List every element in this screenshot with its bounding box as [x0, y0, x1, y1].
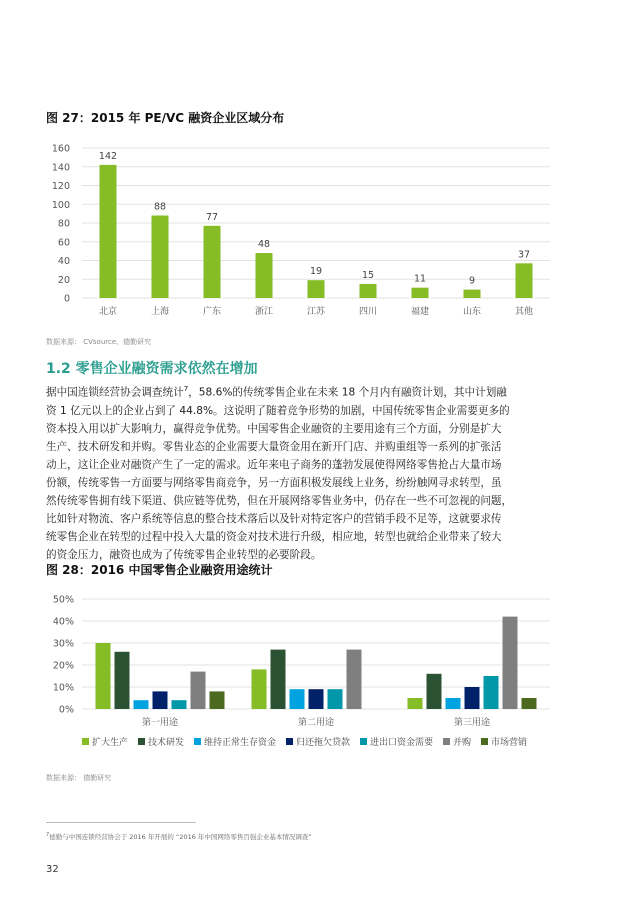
y-tick-label: 120	[51, 181, 70, 192]
bar	[484, 676, 499, 709]
bar	[412, 288, 429, 298]
section-paragraph	[46, 380, 596, 564]
bar	[465, 687, 480, 709]
x-tick-label: 山东	[462, 307, 482, 317]
section-title: 1.2 零售企业融资需求依然在增加	[46, 361, 258, 377]
data-label: 11	[413, 273, 427, 285]
bar	[503, 617, 518, 709]
y-tick-label: 10%	[52, 682, 74, 694]
bar	[328, 689, 343, 709]
x-tick-label: 第一用途	[141, 718, 179, 728]
bar	[408, 698, 423, 709]
legend-label: 技术研发	[148, 738, 185, 748]
x-tick-label: 广东	[202, 307, 222, 317]
bar	[360, 284, 377, 298]
paragraph-line: 份额，传统零售一方面要与网络零售商竞争，另一方面积极发展线上业务，纷纷触网寻求转型，虽	[46, 476, 502, 489]
legend-label: 市场营销	[491, 738, 528, 748]
bar	[522, 698, 537, 709]
bar	[152, 216, 169, 299]
legend-swatch	[138, 738, 145, 745]
y-tick-label: 60	[57, 237, 70, 249]
data-label: 19	[309, 266, 323, 278]
data-label: 48	[257, 239, 271, 250]
x-tick-label: 上海	[150, 307, 170, 317]
bar	[204, 226, 221, 298]
footnote-marker: 7	[46, 832, 50, 838]
bar	[290, 689, 305, 709]
y-tick-label: 100	[51, 199, 70, 211]
paragraph-line: 统零售企业在转型的过程中投入大量的资金对技术进行升级，相应地，转型也就给企业带来了较大	[46, 530, 502, 543]
legend-label: 进出口资金需要	[370, 738, 434, 748]
paragraph-line: 资本投入用以扩大影响力，赢得竞争优势。中国零售企业融资的主要用途有三个方面，分别是扩大	[46, 422, 502, 435]
x-tick-label: 北京	[98, 307, 118, 317]
y-tick-label: 80	[57, 218, 70, 230]
legend-swatch	[360, 738, 367, 745]
paragraph-line	[46, 380, 596, 402]
page-number: 32	[46, 864, 59, 875]
x-tick-label: 江苏	[306, 307, 326, 317]
data-label: 88	[153, 201, 167, 213]
region-distribution-chart	[40, 138, 560, 328]
data-label: 15	[361, 269, 375, 281]
data-label: 77	[205, 211, 219, 223]
legend-label: 扩大生产	[92, 738, 129, 748]
legend-swatch	[82, 738, 89, 745]
bar	[256, 253, 273, 298]
x-tick-label: 其他	[514, 307, 534, 317]
bar	[210, 691, 225, 709]
x-tick-label: 第二用途	[297, 718, 335, 728]
figure-28-source: 数据来源： 德勤研究	[46, 774, 112, 782]
x-tick-label: 福建	[410, 307, 430, 317]
legend	[82, 736, 527, 748]
x-tick-label: 浙江	[254, 307, 274, 317]
paragraph-line-text: ，58.6%的传统零售企业在未来 18 个月内有融资计划，其中计划融	[188, 386, 507, 399]
bar	[516, 263, 533, 298]
paragraph-line: 生产、技术研发和并购。零售业态的企业需要大量资金用在新开门店、并购重组等一系列的扩张活	[46, 440, 502, 453]
y-tick-label: 0	[63, 293, 70, 305]
legend-label: 归还拖欠贷款	[296, 738, 351, 748]
paragraph-line: 资 1 亿元以上的企业占到了 44.8%。这说明了随着竞争形势的加剧，中国传统零售企业需要更多的	[46, 404, 510, 417]
bar	[252, 669, 267, 709]
y-tick-label: 0%	[58, 704, 74, 716]
legend-label: 维持正常生存资金	[204, 738, 277, 748]
bar	[347, 650, 362, 709]
bar	[191, 672, 206, 709]
data-label: 37	[517, 249, 531, 261]
bar	[100, 165, 117, 298]
footnote-reference[interactable]: 7	[183, 385, 189, 393]
paragraph-line-text: 据中国连锁经营协会调查统计	[46, 386, 184, 399]
bar	[153, 691, 168, 709]
paragraph-line: 的资金压力，融资也成为了传统零售企业转型的必要阶段。	[46, 548, 322, 561]
y-tick-label: 20	[57, 274, 70, 286]
y-tick-label: 20%	[52, 660, 74, 672]
footnote-text: 德勤与中国连锁经营协会于 2016 年开展的 “2016 年中国网络零售百强企业基本情况调查”	[49, 833, 312, 842]
legend-swatch	[443, 738, 450, 745]
bar	[271, 650, 286, 709]
figure-28-title: 图 28：2016 中国零售企业融资用途统计	[46, 563, 273, 577]
y-tick-label: 140	[51, 162, 70, 174]
footnote	[46, 832, 312, 841]
paragraph-line: 然传统零售拥有线下渠道、供应链等优势，但在开展网络零售业务中，仍存在一些不可忽视的问题，	[46, 494, 513, 507]
financing-usage-chart	[40, 590, 560, 760]
data-label: 142	[98, 150, 118, 162]
figure-27-source: 数据来源： CVsource、德勤研究	[46, 338, 152, 346]
bar	[134, 700, 149, 709]
y-tick-label: 40%	[52, 616, 74, 628]
bar	[172, 700, 187, 709]
bar	[309, 689, 324, 709]
bar	[115, 652, 130, 709]
y-tick-label: 30%	[52, 638, 74, 650]
bar	[308, 280, 325, 298]
legend-swatch	[286, 738, 293, 745]
bar	[427, 674, 442, 709]
x-tick-label: 四川	[358, 307, 378, 317]
bar	[446, 698, 461, 709]
paragraph-line: 动上，这让企业对融资产生了一定的需求。近年来电子商务的蓬勃发展使得网络零售抢占大量市场	[46, 458, 502, 471]
bar	[96, 643, 111, 709]
legend-swatch	[194, 738, 201, 745]
x-tick-label: 第三用途	[453, 718, 491, 728]
y-tick-label: 40	[57, 256, 70, 267]
legend-swatch	[481, 738, 488, 745]
data-label: 9	[468, 275, 476, 287]
figure-27-title: 图 27：2015 年 PE/VC 融资企业区域分布	[46, 111, 285, 125]
y-tick-label: 50%	[52, 594, 74, 606]
footnote-divider	[46, 822, 196, 823]
bar	[464, 290, 481, 298]
legend-label: 并购	[453, 738, 472, 748]
y-tick-label: 160	[51, 143, 70, 155]
paragraph-line: 比如针对物流、客户系统等信息的整合技术落后以及针对特定客户的营销手段不足等，这就要求传	[46, 512, 502, 525]
